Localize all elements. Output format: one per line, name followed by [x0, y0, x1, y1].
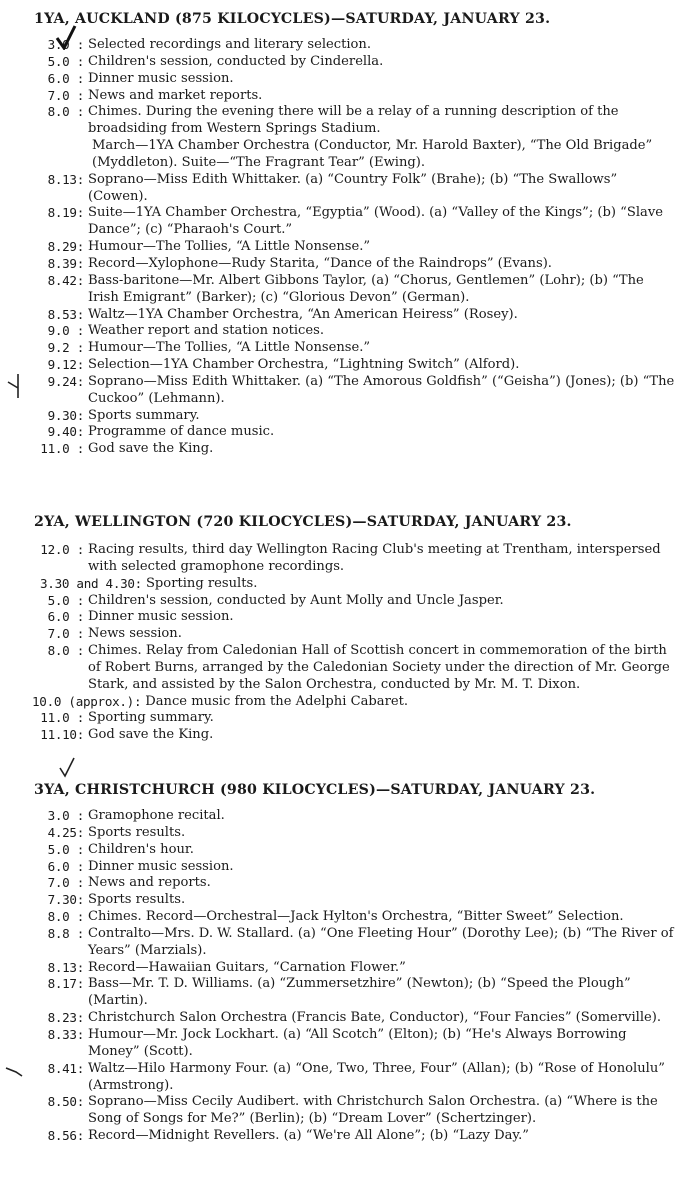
schedule-entry	[0, 37, 700, 54]
schedule-entry	[0, 374, 700, 408]
margin-tick-mark	[55, 24, 77, 50]
entry-time: 9.30:	[47, 407, 84, 423]
schedule-list	[0, 37, 700, 458]
margin-tick-mark	[6, 370, 28, 400]
entry-time: 5.0 :	[47, 53, 84, 69]
entry-text: Chimes. Record—Orchestral—Jack Hylton's Orchestra, “Bitter Sweet” Selection.	[88, 909, 624, 925]
schedule-entry	[0, 340, 700, 357]
entry-text: Record—Xylophone—Rudy Starita, “Dance of the Raindrops” (Evans).	[88, 255, 552, 271]
schedule-entry	[0, 256, 700, 273]
entry-text: God save the King.	[88, 441, 214, 457]
schedule-entry	[0, 307, 700, 324]
entry-text: March—1YA Chamber Orchestra (Conductor, Mr. Harold Baxter), “The Old Brigade” (Myddleton). Suite—“The Fragrant Tear” (Ewing).	[92, 138, 653, 170]
entry-time: 9.24:	[47, 373, 84, 389]
entry-text: Dinner music session.	[88, 858, 234, 874]
entry-time: 8.56:	[47, 1128, 84, 1144]
entry-time: 8.0 :	[47, 643, 84, 659]
entry-text: News and market reports.	[88, 87, 263, 103]
section-heading: 1YA, AUCKLAND (875 KILOCYCLES)—SATURDAY, JANUARY 23.	[34, 11, 551, 27]
entry-time: 8.8 :	[47, 925, 84, 941]
entry-time: 11.0 :	[40, 710, 84, 726]
entry-time: 8.53:	[47, 306, 84, 322]
entry-time: 11.10:	[40, 727, 84, 743]
schedule-entry	[0, 875, 700, 892]
entry-text: Bass—Mr. T. D. Williams. (a) “Zummersetzhire” (Newton); (b) “Speed the Plough” (Martin).	[88, 976, 631, 1009]
entry-time: 8.23:	[47, 1010, 84, 1026]
entry-time: 6.0 :	[47, 70, 84, 86]
schedule-entry	[0, 1061, 700, 1095]
schedule-entry	[0, 825, 700, 842]
entry-text: Christchurch Salon Orchestra (Francis Bate, Conductor), “Four Fancies” (Somerville).	[88, 1010, 662, 1026]
entry-time: 11.0 :	[40, 441, 84, 457]
entry-time: 6.0 :	[47, 858, 84, 874]
entry-time: 8.0 :	[47, 104, 84, 120]
entry-text: Dance music from the Adelphi Cabaret.	[145, 693, 409, 709]
entry-time: 3.0 :	[47, 37, 84, 52]
entry-time: 10.0 (approx.):	[32, 693, 142, 709]
schedule-entry	[0, 138, 700, 172]
entry-text: Weather report and station notices.	[88, 323, 324, 339]
schedule-entry	[0, 1027, 700, 1061]
schedule-entry	[0, 643, 700, 694]
schedule-entry	[0, 842, 700, 859]
schedule-entry	[0, 926, 700, 960]
schedule-entry	[0, 172, 700, 206]
entry-time: 7.0 :	[47, 626, 84, 642]
schedule-entry	[0, 976, 700, 1010]
entry-text: Sports summary.	[88, 407, 200, 423]
entry-text: Dinner music session.	[88, 70, 234, 86]
entry-time: 8.29:	[47, 239, 84, 255]
entry-time: 7.0 :	[47, 87, 84, 103]
entry-text: Selection—1YA Chamber Orchestra, “Lightning Switch” (Alford).	[88, 357, 520, 373]
entry-time: 8.42:	[47, 272, 84, 288]
schedule-entry	[0, 710, 700, 727]
schedule-entry	[0, 576, 700, 593]
entry-text: Contralto—Mrs. D. W. Stallard. (a) “One Fleeting Hour” (Dorothy Lee); (b) “The River of Years” (Marzials).	[88, 925, 674, 958]
entry-time: 5.0 :	[47, 841, 84, 857]
entry-time: 8.0 :	[47, 909, 84, 925]
schedule-entry	[0, 54, 700, 71]
entry-time: 12.0 :	[40, 542, 84, 557]
schedule-entry	[0, 727, 700, 744]
schedule-entry	[0, 909, 700, 926]
schedule-entry	[0, 808, 700, 825]
schedule-entry	[0, 1128, 700, 1145]
entry-time: 5.0 :	[47, 592, 84, 608]
entry-time: 8.41:	[47, 1060, 84, 1076]
margin-tick-mark	[4, 1064, 24, 1078]
schedule-entry	[0, 323, 700, 340]
schedule-entry	[0, 239, 700, 256]
entry-time: 4.25:	[47, 824, 84, 840]
schedule-entry	[0, 542, 700, 576]
entry-time: 9.2 :	[47, 340, 84, 356]
entry-time: 9.0 :	[47, 323, 84, 339]
entry-text: Programme of dance music.	[88, 424, 275, 440]
entry-text: Record—Hawaiian Guitars, “Carnation Flower.”	[88, 959, 406, 975]
entry-text: Selected recordings and literary selection.	[88, 37, 372, 52]
schedule-list	[0, 542, 700, 744]
schedule-entry	[0, 205, 700, 239]
entry-text: Soprano—Miss Cecily Audibert. with Christchurch Salon Orchestra. (a) “Where is the Song of Songs for Me?” (Berlin); (b) “Dream Lover” (Schertzinger).	[88, 1094, 658, 1127]
entry-text: Children's session, conducted by Aunt Molly and Uncle Jasper.	[88, 592, 504, 608]
entry-time: 9.12:	[47, 357, 84, 373]
entry-text: Waltz—1YA Chamber Orchestra, “An American Heiress” (Rosey).	[88, 306, 518, 322]
schedule-entry	[0, 694, 700, 711]
entry-text: Chimes. During the evening there will be a relay of a running description of the broadsiding from Western Springs Stadium.	[88, 104, 619, 137]
entry-time: 8.13:	[47, 959, 84, 975]
schedule-entry	[0, 1094, 700, 1128]
entry-text: Children's hour.	[88, 841, 194, 857]
schedule-entry	[0, 859, 700, 876]
entry-time: 3.30 and 4.30:	[40, 575, 142, 591]
entry-text: Sports results.	[88, 824, 186, 840]
entry-text: Sporting results.	[145, 575, 258, 591]
entry-text: News and reports.	[88, 875, 211, 891]
schedule-entry	[0, 273, 700, 307]
entry-text: Children's session, conducted by Cinderella.	[88, 53, 384, 69]
schedule-entry	[0, 593, 700, 610]
schedule-entry	[0, 1010, 700, 1027]
entry-text: Sporting summary.	[88, 710, 214, 726]
entry-text: News session.	[88, 626, 182, 642]
entry-time: 8.50:	[47, 1094, 84, 1110]
schedule-entry	[0, 960, 700, 977]
schedule-entry	[0, 408, 700, 425]
entry-text: Dinner music session.	[88, 609, 234, 625]
entry-text: Chimes. Relay from Caledonian Hall of Scottish concert in commemoration of the birth of Robert Burns, arranged by the Caledonian Society under the direction of Mr. George Stark, and assisted by the Salon Orchestra, conducted by Mr. M. T. Dixon.	[88, 643, 670, 692]
schedule-entry	[0, 441, 700, 458]
entry-text: Bass-baritone—Mr. Albert Gibbons Taylor, (a) “Chorus, Gentlemen” (Lohr); (b) “The Irish Emigrant” (Barker); (c) “Glorious Devon” (German).	[88, 272, 644, 305]
entry-time: 8.19:	[47, 205, 84, 221]
schedule-entry	[0, 892, 700, 909]
section-heading: 2YA, WELLINGTON (720 KILOCYCLES)—SATURDAY, JANUARY 23.	[34, 514, 572, 530]
entry-time: 9.40:	[47, 424, 84, 440]
schedule-entry	[0, 357, 700, 374]
entry-text: Sports results.	[88, 892, 186, 908]
entry-text: Soprano—Miss Edith Whittaker. (a) “The Amorous Goldfish” (“Geisha”) (Jones); (b) “The Cuckoo” (Lehmann).	[88, 373, 675, 406]
schedule-list	[0, 808, 700, 1145]
entry-time: 7.0 :	[47, 875, 84, 891]
entry-time: 8.33:	[47, 1026, 84, 1042]
entry-text: Humour—The Tollies, “A Little Nonsense.”	[88, 239, 371, 255]
entry-text: Humour—The Tollies, “A Little Nonsense.”	[88, 340, 371, 356]
entry-text: Soprano—Miss Edith Whittaker. (a) “Country Folk” (Brahe); (b) “The Swallows” (Cowen).	[88, 171, 618, 204]
entry-time: 8.13:	[47, 171, 84, 187]
section-heading: 3YA, CHRISTCHURCH (980 KILOCYCLES)—SATURDAY, JANUARY 23.	[34, 782, 596, 798]
margin-tick-mark	[58, 756, 78, 778]
entry-time: 3.0 :	[47, 808, 84, 823]
entry-text: Gramophone recital.	[88, 808, 225, 823]
entry-text: Suite—1YA Chamber Orchestra, “Egyptia” (Wood). (a) “Valley of the Kings”; (b) “Slave Dance”; (c) “Pharaoh's Court.”	[88, 205, 663, 238]
entry-time: 8.17:	[47, 976, 84, 992]
entry-time: 8.39:	[47, 255, 84, 271]
schedule-entry	[0, 609, 700, 626]
schedule-entry	[0, 626, 700, 643]
entry-text: God save the King.	[88, 727, 214, 743]
entry-text: Waltz—Hilo Harmony Four. (a) “One, Two, Three, Four” (Allan); (b) “Rose of Honolulu” (Armstrong).	[88, 1060, 665, 1093]
entry-time: 7.30:	[47, 892, 84, 908]
entry-text: Record—Midnight Revellers. (a) “We're All Alone”; (b) “Lazy Day.”	[88, 1128, 529, 1144]
entry-time: 6.0 :	[47, 609, 84, 625]
schedule-entry	[0, 424, 700, 441]
entry-text: Racing results, third day Wellington Racing Club's meeting at Trentham, interspersed with selected gramophone recordings.	[88, 542, 661, 574]
schedule-entry	[0, 88, 700, 105]
entry-text: Humour—Mr. Jock Lockhart. (a) “All Scotch” (Elton); (b) “He's Always Borrowing Money” (Scott).	[88, 1026, 627, 1059]
schedule-entry	[0, 104, 700, 138]
schedule-entry	[0, 71, 700, 88]
